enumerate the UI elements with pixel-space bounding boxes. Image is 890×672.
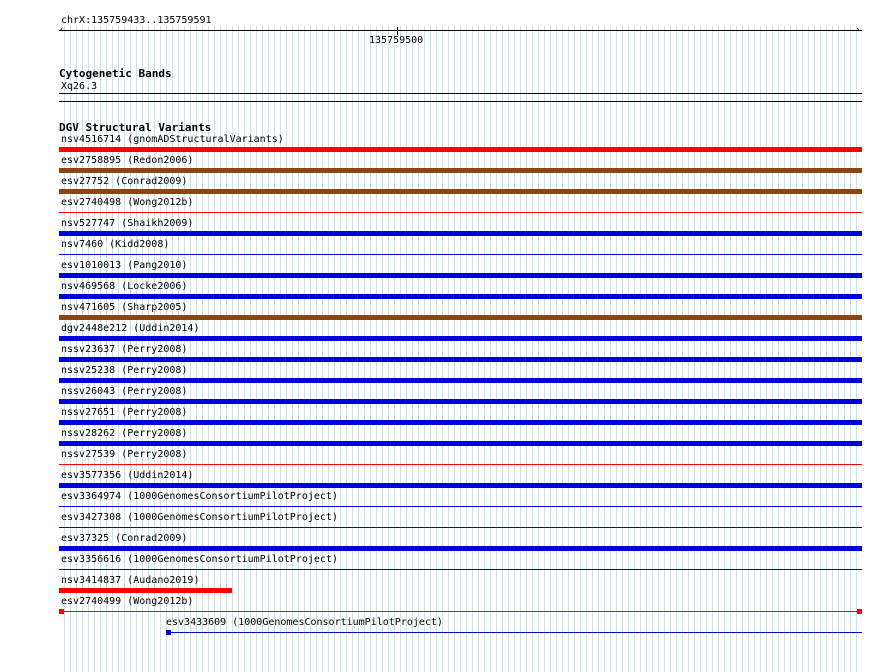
grid-line (538, 26, 539, 672)
grid-line (634, 26, 635, 672)
grid-line (304, 26, 305, 672)
grid-line (316, 26, 317, 672)
dgv-feature-bar[interactable] (59, 357, 862, 362)
position-ruler (59, 30, 862, 31)
grid-line (628, 26, 629, 672)
grid-line (280, 26, 281, 672)
dgv-feature-label[interactable]: nsv469568 (Locke2006) (61, 281, 188, 292)
dgv-feature-label[interactable]: esv27752 (Conrad2009) (61, 176, 188, 187)
grid-line (484, 26, 485, 672)
grid-line (550, 26, 551, 672)
grid-line (724, 26, 725, 672)
track-separator (59, 101, 862, 102)
dgv-feature-bar[interactable] (59, 273, 862, 278)
grid-line (664, 26, 665, 672)
dgv-feature-label[interactable]: esv3577356 (Uddin2014) (61, 470, 194, 481)
grid-line (352, 26, 353, 672)
dgv-feature-bar[interactable] (59, 231, 862, 236)
grid-line (334, 26, 335, 672)
grid-line (622, 26, 623, 672)
grid-line (736, 26, 737, 672)
ruler-left-arrow-icon: ‹ (59, 25, 65, 35)
dgv-feature-label[interactable]: esv37325 (Conrad2009) (61, 533, 188, 544)
dgv-feature-bar[interactable] (59, 441, 862, 446)
grid-line (460, 26, 461, 672)
ruler-major-tick (397, 27, 398, 35)
grid-line (400, 26, 401, 672)
grid-line (328, 26, 329, 672)
grid-line (568, 26, 569, 672)
grid-line (340, 26, 341, 672)
grid-line (358, 26, 359, 672)
grid-line (526, 26, 527, 672)
grid-line (790, 26, 791, 672)
dgv-feature-bar[interactable] (59, 506, 862, 507)
dgv-feature-label[interactable]: esv3356616 (1000GenomesConsortiumPilotProject) (61, 554, 338, 565)
grid-line (784, 26, 785, 672)
grid-line (448, 26, 449, 672)
dgv-feature-bar[interactable] (59, 420, 862, 425)
grid-line (766, 26, 767, 672)
dgv-feature-label[interactable]: nssv23637 (Perry2008) (61, 344, 188, 355)
dgv-feature-bar[interactable] (59, 147, 862, 152)
grid-line (670, 26, 671, 672)
grid-line (322, 26, 323, 672)
grid-line (268, 26, 269, 672)
dgv-feature-label[interactable]: nssv27539 (Perry2008) (61, 449, 188, 460)
grid-line (556, 26, 557, 672)
grid-line (466, 26, 467, 672)
grid-line (424, 26, 425, 672)
dgv-feature-bar[interactable] (59, 569, 862, 570)
grid-line (364, 26, 365, 672)
grid-line (688, 26, 689, 672)
grid-line (652, 26, 653, 672)
feature-end-marker (857, 609, 862, 614)
grid-line (646, 26, 647, 672)
ruler-right-arrow-icon: › (855, 25, 861, 35)
grid-line (856, 26, 857, 672)
grid-line (262, 26, 263, 672)
dgv-feature-bar[interactable] (59, 588, 232, 593)
grid-line (712, 26, 713, 672)
grid-line (760, 26, 761, 672)
grid-line (502, 26, 503, 672)
dgv-feature-label[interactable]: esv2758895 (Redon2006) (61, 155, 194, 166)
grid-line (682, 26, 683, 672)
grid-line (508, 26, 509, 672)
dgv-feature-label[interactable]: nssv25238 (Perry2008) (61, 365, 188, 376)
ruler-tick-label: 135759500 (369, 35, 424, 46)
grid-line (250, 26, 251, 672)
dgv-feature-label[interactable]: esv3364974 (1000GenomesConsortiumPilotProject) (61, 491, 338, 502)
dgv-feature-bar[interactable] (59, 294, 862, 299)
grid-line (310, 26, 311, 672)
dgv-feature-label[interactable]: nssv27651 (Perry2008) (61, 407, 188, 418)
grid-line (418, 26, 419, 672)
grid-line (742, 26, 743, 672)
cytogenetic-band-line (59, 93, 862, 94)
grid-line (796, 26, 797, 672)
dgv-feature-bar[interactable] (59, 336, 862, 341)
grid-line (454, 26, 455, 672)
dgv-feature-bar[interactable] (59, 464, 862, 465)
grid-line (616, 26, 617, 672)
dgv-feature-bar[interactable] (166, 632, 862, 633)
dgv-feature-label[interactable]: nsv4516714 (gnomADStructuralVariants) (61, 134, 284, 145)
grid-line (442, 26, 443, 672)
grid-line (640, 26, 641, 672)
grid-line (748, 26, 749, 672)
grid-line (700, 26, 701, 672)
grid-line (244, 26, 245, 672)
dgv-feature-bar[interactable] (59, 527, 862, 528)
dgv-feature-label[interactable]: esv3427308 (1000GenomesConsortiumPilotProject) (61, 512, 338, 523)
feature-end-marker (166, 630, 171, 635)
grid-line (676, 26, 677, 672)
grid-line (406, 26, 407, 672)
grid-line (658, 26, 659, 672)
dgv-feature-bar[interactable] (59, 611, 862, 612)
grid-line (472, 26, 473, 672)
dgv-feature-label[interactable]: nssv26043 (Perry2008) (61, 386, 188, 397)
grid-line (562, 26, 563, 672)
dgv-feature-label[interactable]: esv3433609 (1000GenomesConsortiumPilotProject) (166, 617, 443, 628)
grid-line (256, 26, 257, 672)
dgv-feature-bar[interactable] (59, 399, 862, 404)
grid-line (382, 26, 383, 672)
grid-line (412, 26, 413, 672)
dgv-feature-label[interactable]: esv2740498 (Wong2012b) (61, 197, 194, 208)
grid-line (496, 26, 497, 672)
dgv-feature-bar[interactable] (59, 315, 862, 320)
grid-line (286, 26, 287, 672)
dgv-feature-bar[interactable] (59, 212, 862, 213)
dgv-feature-bar[interactable] (59, 254, 862, 255)
dgv-feature-label[interactable]: dgv2448e212 (Uddin2014) (61, 323, 200, 334)
dgv-feature-label[interactable]: nssv28262 (Perry2008) (61, 428, 188, 439)
dgv-feature-label[interactable]: esv1010013 (Pang2010) (61, 260, 188, 271)
grid-line (490, 26, 491, 672)
grid-line (772, 26, 773, 672)
grid-line (592, 26, 593, 672)
dgv-feature-label[interactable]: nsv3414837 (Audano2019) (61, 575, 200, 586)
grid-line (808, 26, 809, 672)
grid-line (220, 26, 221, 672)
grid-line (580, 26, 581, 672)
grid-line (298, 26, 299, 672)
grid-line (754, 26, 755, 672)
grid-line (514, 26, 515, 672)
dgv-feature-label[interactable]: nsv7460 (Kidd2008) (61, 239, 170, 250)
feature-end-marker (59, 609, 64, 614)
grid-line (376, 26, 377, 672)
grid-line (598, 26, 599, 672)
grid-line (826, 26, 827, 672)
grid-line (850, 26, 851, 672)
grid-line (436, 26, 437, 672)
grid-line (610, 26, 611, 672)
dgv-feature-bar[interactable] (59, 378, 862, 383)
grid-line (232, 26, 233, 672)
grid-line (820, 26, 821, 672)
grid-line (718, 26, 719, 672)
cytogenetic-bands-track-title[interactable]: Cytogenetic Bands (59, 67, 172, 80)
grid-line (226, 26, 227, 672)
grid-line (520, 26, 521, 672)
grid-line (532, 26, 533, 672)
grid-line (274, 26, 275, 672)
grid-line (394, 26, 395, 672)
dgv-feature-label[interactable]: esv2740499 (Wong2012b) (61, 596, 194, 607)
grid-line (832, 26, 833, 672)
grid-line (730, 26, 731, 672)
grid-line (214, 26, 215, 672)
dgv-feature-bar[interactable] (59, 189, 862, 194)
dgv-feature-label[interactable]: nsv527747 (Shaikh2009) (61, 218, 194, 229)
grid-line (292, 26, 293, 672)
dgv-feature-label[interactable]: nsv471605 (Sharp2005) (61, 302, 188, 313)
dgv-feature-bar[interactable] (59, 483, 862, 488)
dgv-feature-bar[interactable] (59, 546, 862, 551)
grid-line (388, 26, 389, 672)
grid-line (370, 26, 371, 672)
dgv-track-title[interactable]: DGV Structural Variants (59, 121, 212, 134)
grid-line (574, 26, 575, 672)
grid-line (694, 26, 695, 672)
position-range-label: chrX:135759433..135759591 (61, 15, 212, 26)
grid-line (430, 26, 431, 672)
grid-line (802, 26, 803, 672)
grid-line (604, 26, 605, 672)
grid-line (844, 26, 845, 672)
grid-line (838, 26, 839, 672)
grid-line (346, 26, 347, 672)
dgv-feature-bar[interactable] (59, 168, 862, 173)
cytogenetic-band-label: Xq26.3 (61, 81, 98, 92)
grid-line (586, 26, 587, 672)
grid-line (238, 26, 239, 672)
grid-line (544, 26, 545, 672)
grid-line (814, 26, 815, 672)
grid-line (778, 26, 779, 672)
grid-line (706, 26, 707, 672)
grid-line (478, 26, 479, 672)
